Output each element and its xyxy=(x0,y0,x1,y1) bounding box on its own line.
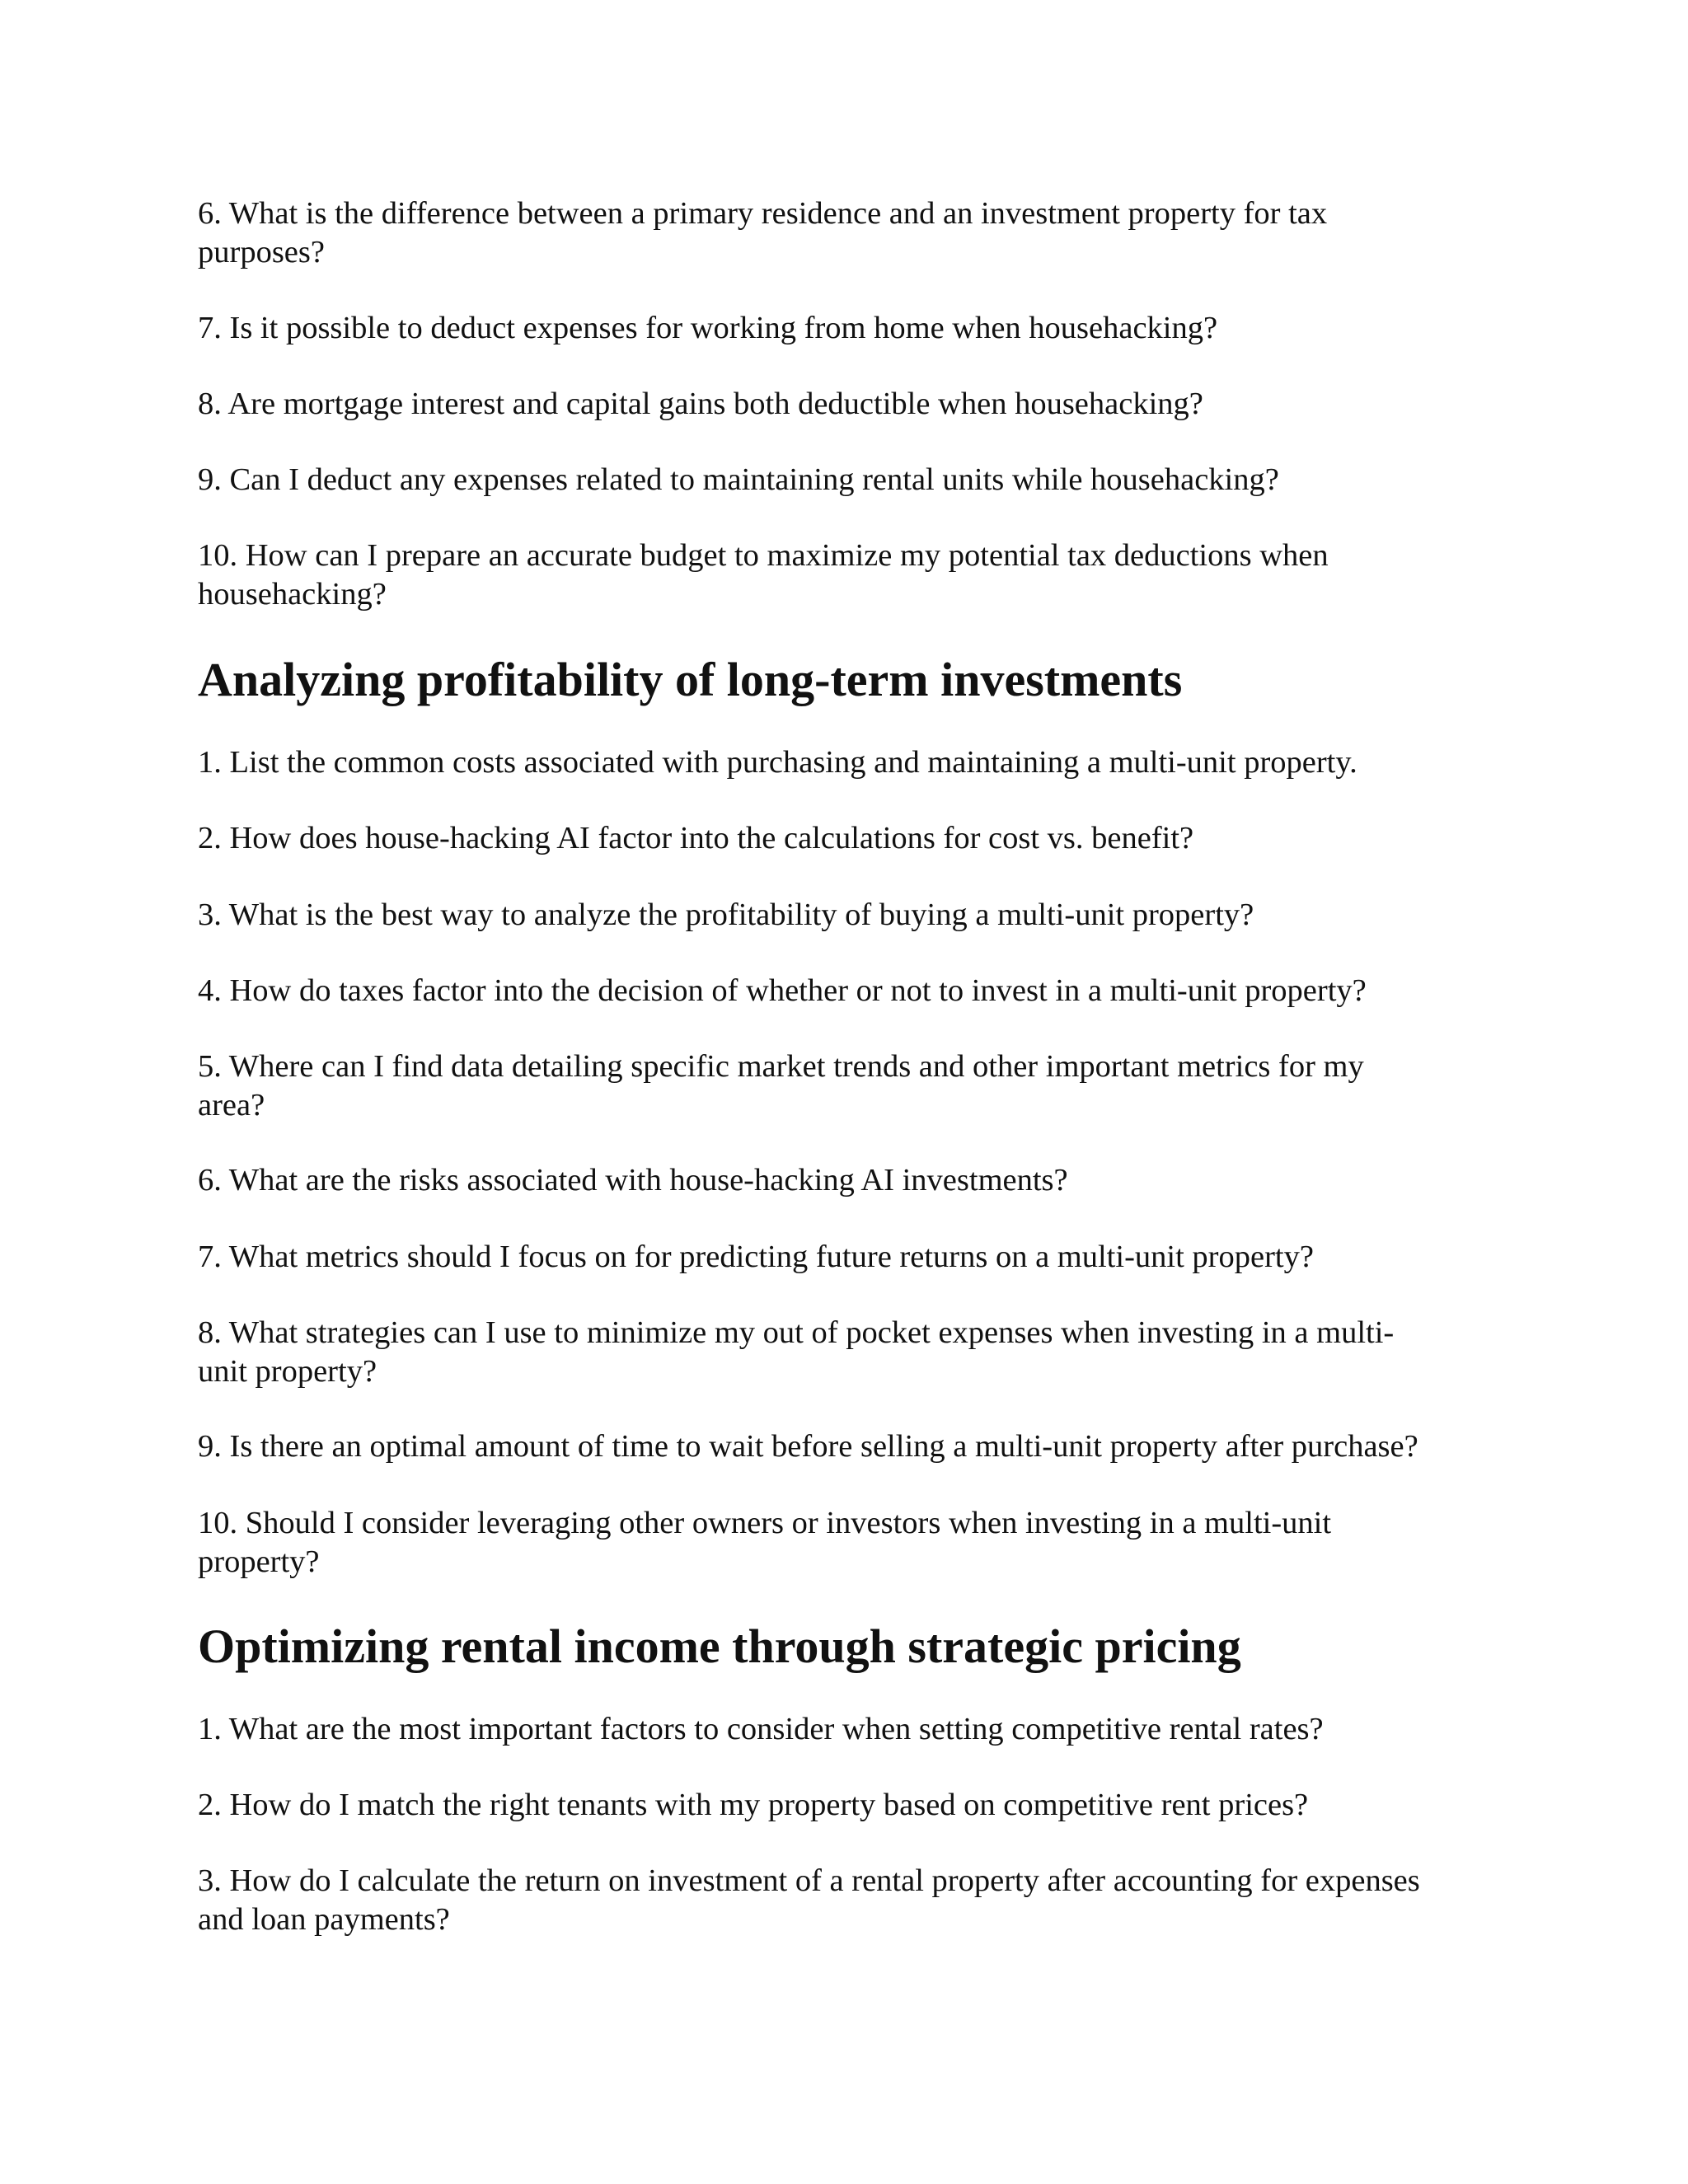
list-item-line: 10. How can I prepare an accurate budget to maximize my potential tax deductions when xyxy=(198,538,1329,573)
list-item xyxy=(198,1238,1314,1277)
list-item xyxy=(198,385,1203,424)
list-item-line: purposes? xyxy=(198,234,325,269)
list-item xyxy=(198,1786,1308,1825)
list-item xyxy=(198,461,1279,499)
list-item xyxy=(198,309,1217,348)
list-item-line: 10. Should I consider leveraging other owners or investors when investing in a multi-unit xyxy=(198,1506,1332,1540)
list-item xyxy=(198,1314,1394,1390)
list-item xyxy=(198,972,1367,1010)
list-item-line: 8. What strategies can I use to minimize my out of pocket expenses when investing in a multi- xyxy=(198,1315,1395,1350)
list-item xyxy=(198,194,1327,271)
list-item-line: 8. Are mortgage interest and capital gains both deductible when househacking? xyxy=(198,387,1203,421)
list-item-line: 6. What are the risks associated with house-hacking AI investments? xyxy=(198,1163,1068,1197)
list-item xyxy=(198,1427,1418,1466)
list-item xyxy=(198,743,1357,782)
list-item-line: area? xyxy=(198,1087,265,1122)
list-item xyxy=(198,1161,1068,1200)
list-item-line: 5. Where can I find data detailing specific market trends and other important metrics for my xyxy=(198,1049,1364,1084)
list-item xyxy=(198,1504,1331,1581)
list-item xyxy=(198,1710,1324,1749)
list-item-line: 3. What is the best way to analyze the profitability of buying a multi-unit property? xyxy=(198,898,1254,932)
list-item-line: 9. Is there an optimal amount of time to wait before selling a multi-unit property after purchase? xyxy=(198,1429,1418,1464)
list-item xyxy=(198,819,1193,858)
list-item xyxy=(198,1862,1420,1938)
list-item xyxy=(198,537,1329,613)
list-item xyxy=(198,896,1254,935)
list-item-line: 7. What metrics should I focus on for predicting future returns on a multi-unit property? xyxy=(198,1240,1314,1274)
list-item-line: 3. How do I calculate the return on investment of a rental property after accounting for expenses xyxy=(198,1863,1420,1898)
list-item-line: 1. What are the most important factors to consider when setting competitive rental rates? xyxy=(198,1712,1324,1746)
list-item-line: 9. Can I deduct any expenses related to maintaining rental units while househacking? xyxy=(198,462,1279,497)
list-item-line: property? xyxy=(198,1544,320,1579)
list-item-line: 6. What is the difference between a primary residence and an investment property for tax xyxy=(198,196,1328,231)
list-item-line: househacking? xyxy=(198,576,387,612)
list-item-line: and loan payments? xyxy=(198,1901,450,1937)
list-item-line: 1. List the common costs associated with purchasing and maintaining a multi-unit property. xyxy=(198,745,1357,780)
section-heading: Analyzing profitability of long-term investments xyxy=(198,653,1183,706)
section-heading: Optimizing rental income through strategic pricing xyxy=(198,1619,1241,1673)
list-item-line: unit property? xyxy=(198,1353,377,1389)
list-item xyxy=(198,1047,1364,1124)
list-item-line: 2. How do I match the right tenants with my property based on competitive rent prices? xyxy=(198,1788,1309,1822)
list-item-line: 7. Is it possible to deduct expenses for working from home when househacking? xyxy=(198,311,1218,345)
list-item-line: 4. How do taxes factor into the decision of whether or not to invest in a multi-unit property? xyxy=(198,973,1367,1008)
list-item-line: 2. How does house-hacking AI factor into the calculations for cost vs. benefit? xyxy=(198,821,1194,855)
